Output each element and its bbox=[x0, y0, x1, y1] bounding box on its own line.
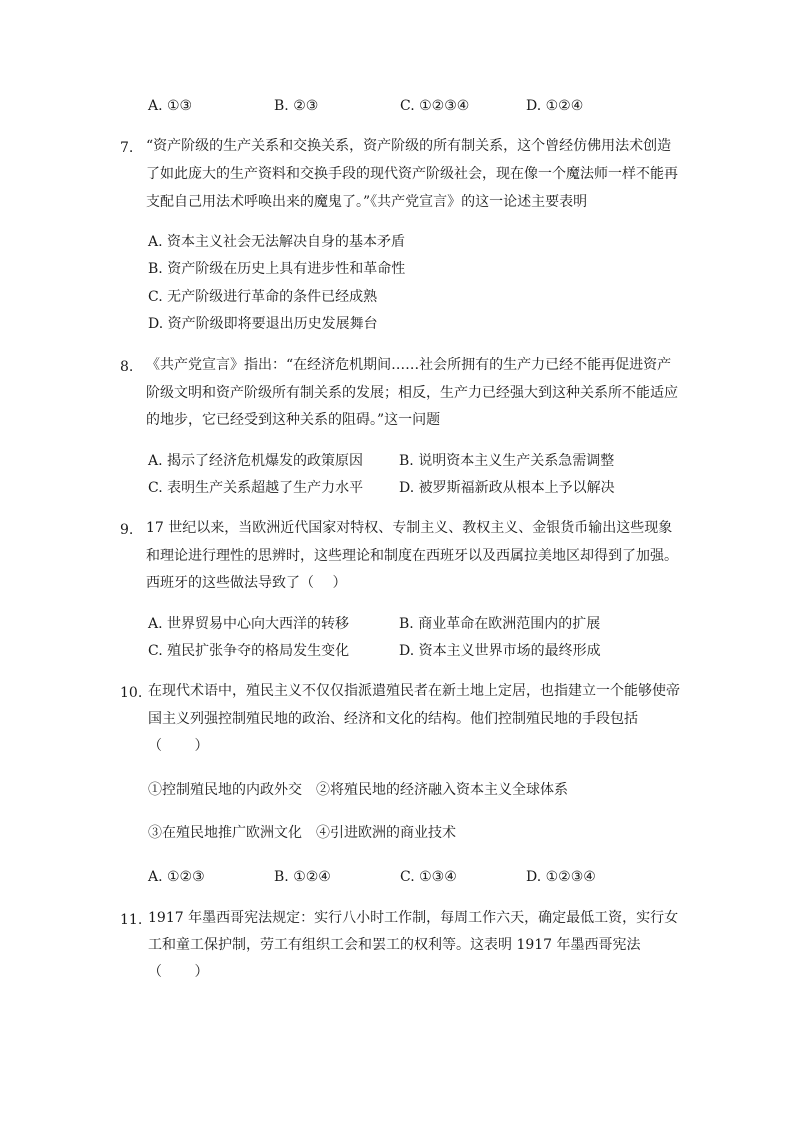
question-number: 7. bbox=[120, 140, 134, 156]
option-d: D. 资本主义世界市场的最终形成 bbox=[399, 643, 601, 659]
option-a: A. 资本主义社会无法解决自身的基本矛盾 bbox=[148, 234, 406, 250]
option-d: D. 被罗斯福新政从根本上予以解决 bbox=[399, 480, 615, 496]
option-d: D. 资产阶级即将要退出历史发展舞台 bbox=[148, 316, 378, 332]
option-b: B. 资产阶级在历史上具有进步性和革命性 bbox=[148, 261, 406, 277]
question-stem-line: 17 世纪以来，当欧洲近代国家对特权、专制主义、教权主义、金银货币输出这些现象 bbox=[146, 520, 673, 536]
option-b: B. ②③ bbox=[274, 98, 319, 114]
question-stem-line: 阶级文明和资产阶级所有制关系的发展；相反，生产力已经强大到这种关系所不能适应 bbox=[146, 385, 678, 401]
option-b: B. 说明资本主义生产关系急需调整 bbox=[399, 453, 615, 469]
option-c: C. 无产阶级进行革命的条件已经成熟 bbox=[148, 289, 378, 305]
option-a: A. ①②③ bbox=[148, 869, 205, 885]
question-stem-line: 支配自己用法术呼唤出来的魔鬼了。”《共产党宣言》的这一论述主要表明 bbox=[146, 194, 588, 210]
answer-blank: （ ） bbox=[148, 964, 209, 980]
question-number: 8. bbox=[120, 359, 134, 375]
option-c: C. 殖民扩张争夺的格局发生变化 bbox=[148, 643, 350, 659]
option-b: B. 商业革命在欧洲范围内的扩展 bbox=[399, 616, 601, 632]
question-number: 10. bbox=[120, 685, 143, 701]
question-stem-line: 和理论进行理性的思辨时，这些理论和制度在西班牙以及西属拉美地区却得到了加强。 bbox=[146, 548, 678, 564]
option-d: D. ①②④ bbox=[526, 98, 584, 114]
question-stem-line: 1917 年墨西哥宪法规定：实行八小时工作制，每周工作六天，确定最低工资，实行女 bbox=[148, 910, 679, 926]
question-stem-line: 工和童工保护制，劳工有组织工会和罢工的权利等。这表明 1917 年墨西哥宪法 bbox=[148, 937, 641, 953]
question-stem-line: 《共产党宣言》指出：“在经济危机期间……社会所拥有的生产力已经不能再促进资产 bbox=[146, 357, 672, 373]
question-stem-line: “资产阶级的生产关系和交换关系，资产阶级的所有制关系，这个曾经仿佛用法术创造 bbox=[146, 138, 672, 154]
option-d: D. ①②③④ bbox=[526, 869, 596, 885]
option-a: A. 揭示了经济危机爆发的政策原因 bbox=[148, 453, 364, 469]
option-c: C. 表明生产关系超越了生产力水平 bbox=[148, 480, 364, 496]
option-a: A. ①③ bbox=[148, 98, 193, 114]
question-number: 11. bbox=[120, 912, 143, 928]
question-stem-line: 西班牙的这些做法导致了（ ） bbox=[146, 575, 347, 591]
question-stem-line: 了如此庞大的生产资料和交换手段的现代资产阶级社会，现在像一个魔法师一样不能再 bbox=[146, 166, 678, 182]
question-number: 9. bbox=[120, 522, 134, 538]
option-c: C. ①②③④ bbox=[400, 98, 470, 114]
question-stem-line: 国主义列强控制殖民地的政治、经济和文化的结构。他们控制殖民地的手段包括 bbox=[148, 711, 638, 727]
numbered-statement-line: ①控制殖民地的内政外交 ②将殖民地的经济融入资本主义全球体系 bbox=[148, 782, 568, 798]
option-a: A. 世界贸易中心向大西洋的转移 bbox=[148, 616, 350, 632]
question-stem-line: 在现代术语中，殖民主义不仅仅指派遣殖民者在新土地上定居，也指建立一个能够使帝 bbox=[148, 683, 680, 699]
numbered-statement-line: ③在殖民地推广欧洲文化 ④引进欧洲的商业技术 bbox=[148, 825, 456, 841]
question-stem-line: 的地步，它已经受到这种关系的阻碍。”这一问题 bbox=[146, 412, 441, 428]
option-c: C. ①③④ bbox=[400, 869, 457, 885]
answer-blank: （ ） bbox=[148, 738, 209, 754]
option-b: B. ①②④ bbox=[274, 869, 331, 885]
